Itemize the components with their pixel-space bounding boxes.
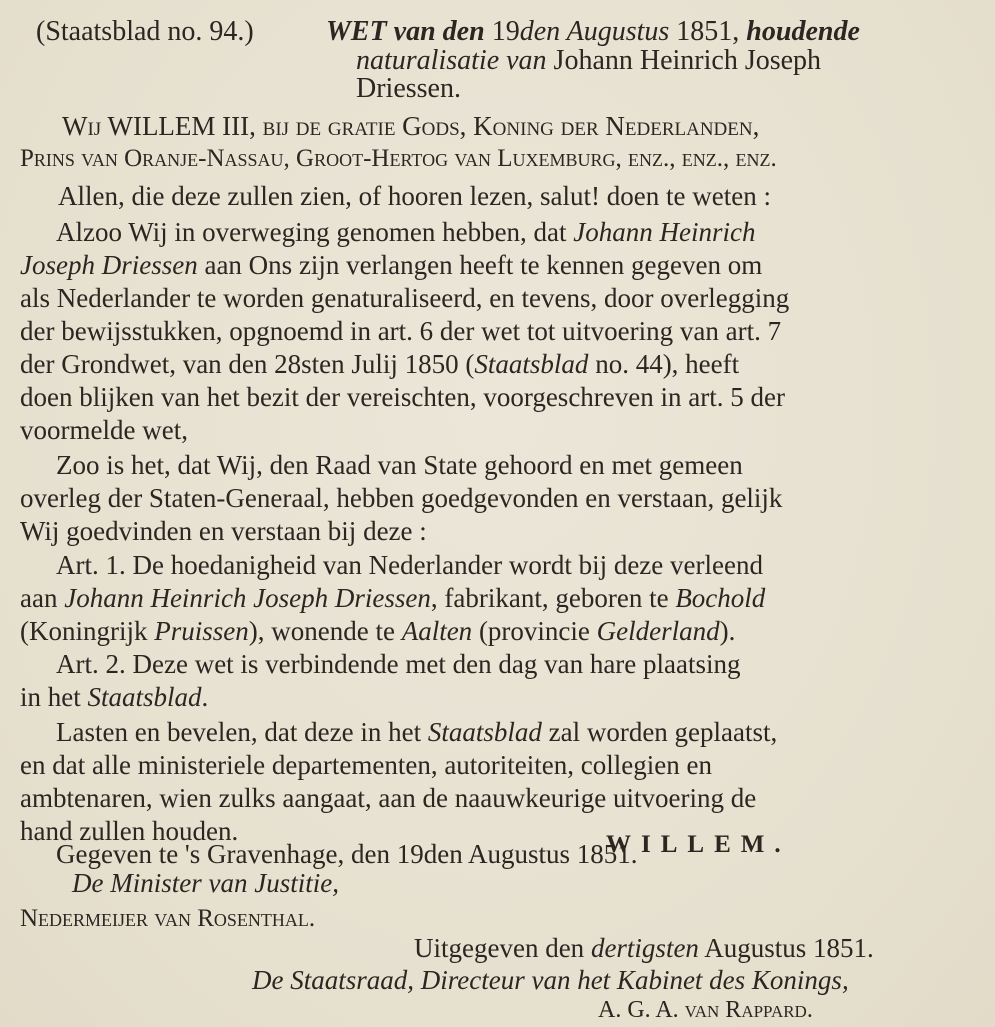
title-suffix: houdende: [739, 16, 860, 47]
issued-text: Uitgegeven den: [414, 933, 591, 963]
issued-line: [414, 932, 874, 964]
mandate-text: zal worden geplaatst,: [541, 717, 778, 747]
preamble-text-1: Wij WILLEM III, bij de gratie Gods, Koning der Nederlanden,: [62, 111, 760, 141]
considerans-text: als Nederlander te worden genaturaliseerd, en tevens, door overlegging: [20, 283, 790, 313]
article-text: ).: [719, 616, 736, 646]
considerans-text: voormelde wet,: [20, 415, 188, 445]
director-name-text: A. G. A. van Rappard.: [598, 997, 813, 1023]
article-text: (provincie: [472, 616, 597, 646]
person-name: Joseph Driessen: [20, 250, 198, 280]
considerans-text: der bewijsstukken, opgnoemd in art. 6 der wet tot uitvoering van art. 7: [20, 316, 782, 346]
decision-text: Wij goedvinden en verstaan bij deze :: [20, 516, 427, 546]
director-name: [598, 994, 813, 1026]
place-name: Pruissen: [154, 616, 249, 646]
article-text: .: [201, 682, 209, 712]
issued-text: Augustus 1851.: [698, 933, 874, 963]
mandate-text: Lasten en bevelen, dat deze in het: [56, 717, 428, 747]
preamble-text-2: Prins van Oranje-Nassau, Groot-Hertog van Luxemburg, enz., enz., enz.: [20, 145, 777, 172]
person-name: Johann Heinrich: [573, 217, 756, 247]
mandate-line-1: [56, 716, 777, 748]
considerans-text: no. 44), heeft: [588, 349, 740, 379]
considerans-text: aan Ons zijn verlangen heeft te kennen gegeven om: [204, 250, 763, 280]
article-1-line-2: [20, 582, 765, 614]
article-1-text: Art. 1. De hoedanigheid van Nederlander wordt bij deze verleend: [56, 550, 763, 580]
staatsblad-ref: Staatsblad: [87, 682, 202, 712]
given-line: [56, 838, 637, 870]
considerans-text: Alzoo Wij in overweging genomen hebben, dat: [56, 217, 567, 247]
signature-text: WILLEM.: [606, 831, 791, 858]
director-title: [252, 964, 849, 996]
considerans-line-6: [20, 381, 785, 413]
issued-date-word: dertigsten: [590, 933, 699, 963]
minister-title: [72, 867, 339, 899]
article-text: (Koningrijk: [20, 616, 155, 646]
considerans-line-5: [20, 348, 739, 380]
article-2-line-2: [20, 681, 208, 713]
header-line-1: [36, 16, 254, 48]
title-name: Johann Heinrich Joseph: [546, 45, 822, 76]
king-signature: [606, 829, 791, 861]
considerans-line-3: [20, 282, 789, 314]
mandate-line-2: [20, 749, 712, 781]
title-date-rest: den Augustus: [519, 16, 670, 47]
title-naturalisatie: naturalisatie van: [356, 45, 547, 76]
place-name: Gelderland: [596, 616, 720, 646]
staatsblad-ref: (Staatsblad no. 94.): [36, 16, 254, 47]
considerans-line-7: [20, 414, 188, 446]
decision-line-2: [20, 482, 782, 514]
place-name: Bochold: [675, 583, 766, 613]
staatsblad-ref: Staatsblad: [474, 349, 589, 379]
decision-line-1: [56, 449, 743, 481]
title-surname: Driessen.: [356, 73, 461, 104]
considerans-text: der Grondwet, van den 28sten Julij 1850 (: [20, 349, 475, 379]
header-line-3: [356, 73, 461, 105]
article-text: ), wonende te: [248, 616, 402, 646]
decision-text: overleg der Staten-Generaal, hebben goedgevonden en verstaan, gelijk: [20, 483, 783, 513]
preamble-line-3: [58, 180, 771, 212]
minister-name-text: Nedermeijer van Rosenthal.: [20, 905, 316, 932]
mandate-text: en dat alle ministeriele departementen, autoriteiten, collegien en: [20, 750, 712, 780]
header-title: [326, 16, 981, 48]
article-text: , fabrikant, geboren te: [430, 583, 676, 613]
title-year: 1851,: [669, 16, 740, 47]
considerans-line-1: [56, 216, 976, 248]
article-text: aan: [20, 583, 65, 613]
decision-line-3: [20, 515, 427, 547]
article-text: in het: [20, 682, 88, 712]
considerans-line-4: [20, 315, 781, 347]
article-1-line-3: [20, 615, 735, 647]
considerans-line-2: [20, 249, 762, 281]
title-date-num: 19: [491, 16, 520, 47]
preamble-line-1: [62, 110, 759, 142]
person-name: Johann Heinrich Joseph Driessen: [64, 583, 431, 613]
decision-text: Zoo is het, dat Wij, den Raad van State gehoord en met gemeen: [56, 450, 743, 480]
minister-title-text: De Minister van Justitie,: [72, 868, 339, 898]
preamble-text-3: Allen, die deze zullen zien, of hooren lezen, salut! doen te weten :: [58, 181, 771, 211]
mandate-text: ambtenaren, wien zulks aangaat, aan de naauwkeurige uitvoering de: [20, 783, 757, 813]
staatsblad-ref: Staatsblad: [427, 717, 542, 747]
title-prefix: WET van den: [326, 16, 492, 47]
article-2-text: Art. 2. Deze wet is verbindende met den dag van hare plaatsing: [56, 649, 741, 679]
mandate-line-3: [20, 782, 756, 814]
considerans-text: doen blijken van het bezit der vereischten, voorgeschreven in art. 5 der: [20, 382, 785, 412]
preamble-line-2: [20, 143, 777, 175]
mandate-text: hand zullen houden.: [20, 816, 239, 846]
article-1-line-1: [56, 549, 763, 581]
place-name: Aalten: [401, 616, 473, 646]
article-2-line-1: [56, 648, 741, 680]
director-title-text: De Staatsraad, Directeur van het Kabinet des Konings,: [252, 965, 849, 995]
given-text: Gegeven te 's Gravenhage, den 19den Augustus 1851.: [56, 839, 638, 869]
minister-name: [20, 903, 315, 935]
